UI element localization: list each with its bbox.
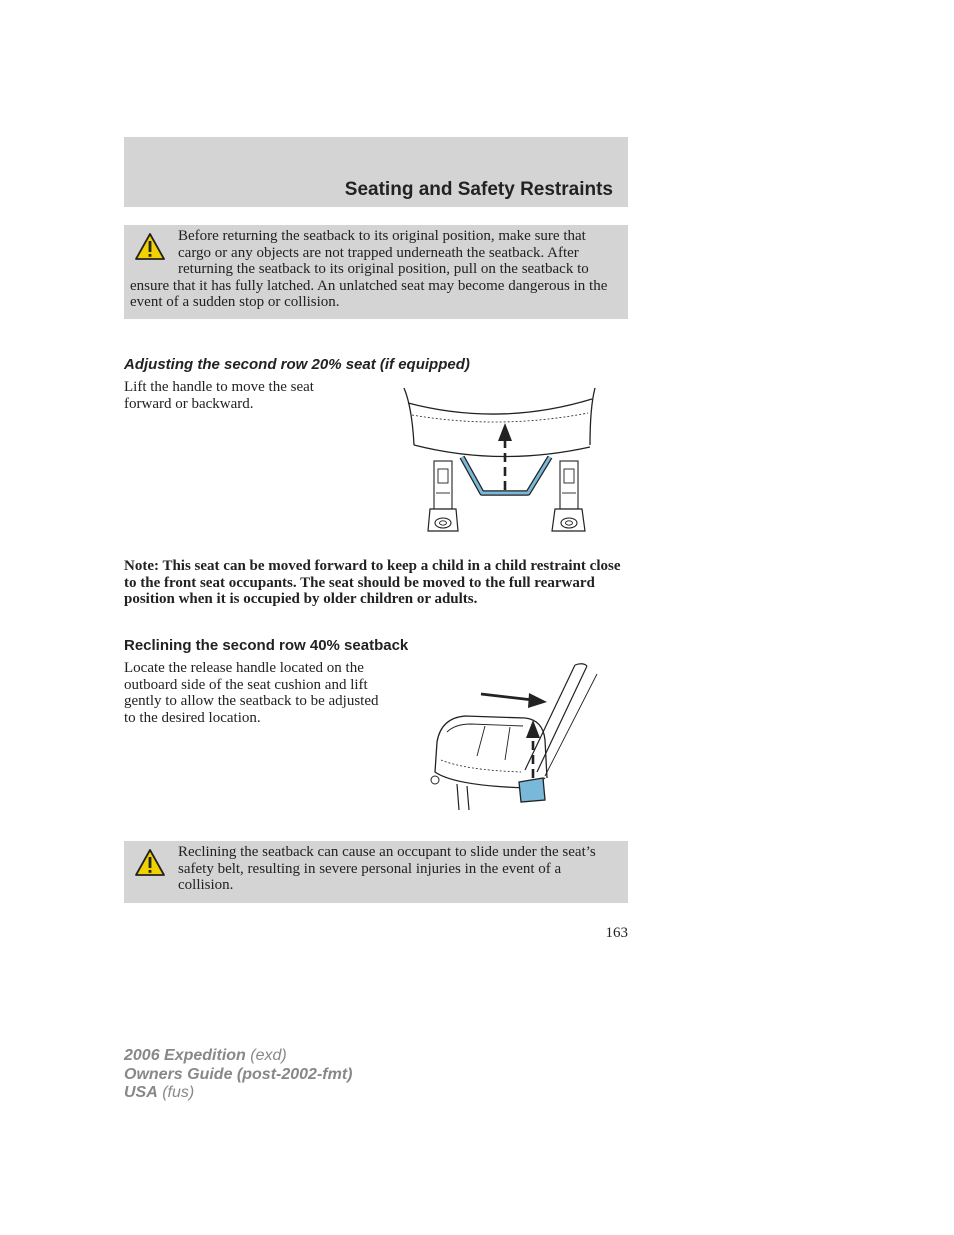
page-number: 163 bbox=[605, 925, 628, 941]
warning-text: Reclining the seatback can cause an occupant to slide under the seat’s safety belt, resulting in severe personal injuries in the event of a collision. bbox=[178, 844, 596, 894]
footer-market: USA bbox=[124, 1084, 158, 1101]
body-adjust-20-seat: Lift the handle to move the seat forward or backward. bbox=[124, 379, 314, 412]
footer-guide: Owners Guide (post-2002-fmt) bbox=[124, 1065, 353, 1083]
footer-model-code: (exd) bbox=[245, 1047, 287, 1064]
section-title: Seating and Safety Restraints bbox=[344, 179, 613, 200]
body-recline-40-seatback: Locate the release handle located on the outboard side of the seat cushion and lift gently to allow the seatback to be adjusted to the desired location. bbox=[124, 660, 379, 726]
footer-model: 2006 Expedition bbox=[124, 1047, 246, 1064]
seat-slide-handle-illustration bbox=[400, 385, 600, 540]
warning-triangle-icon bbox=[134, 848, 166, 878]
warning-box-recline bbox=[124, 841, 628, 903]
document-footer bbox=[124, 1047, 352, 1103]
seatback-recline-illustration bbox=[425, 660, 615, 812]
note-child-restraint: Note: This seat can be moved forward to keep a child in a child restraint close to the front seat occupants. The seat should be moved to the full rearward position when it is occupied by older children or adults. bbox=[124, 558, 621, 607]
footer-market-code: (fus) bbox=[157, 1084, 195, 1101]
subheading-adjust-20-seat: Adjusting the second row 20% seat (if equipped) bbox=[124, 356, 470, 373]
subheading-recline-40-seatback: Reclining the second row 40% seatback bbox=[124, 637, 409, 654]
warning-triangle-icon bbox=[134, 232, 166, 262]
warning-text: Before returning the seatback to its original position, make sure that cargo or any objects are not trapped underneath the seatback. After returning the seatback to its original position, pull on the seatback to ensure that it has fully latched. An unlatched seat may become dangerous in the event of a sudden stop or collision. bbox=[130, 228, 608, 311]
warning-box-seatback-latch bbox=[124, 225, 628, 319]
section-header-band bbox=[124, 137, 628, 207]
